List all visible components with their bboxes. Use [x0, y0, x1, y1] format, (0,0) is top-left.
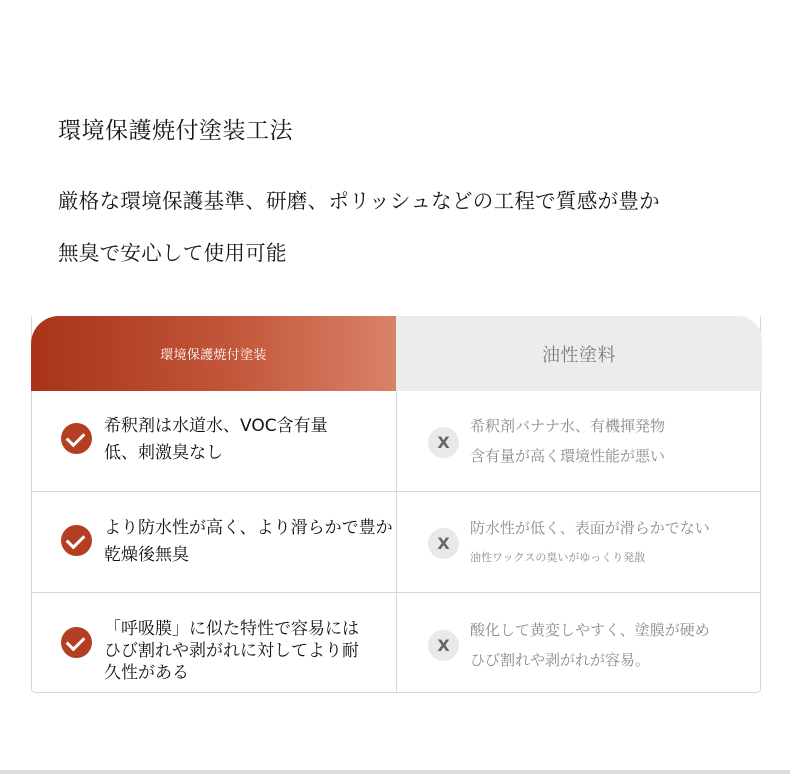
description-line-1: 厳格な環境保護基準、研磨、ポリッシュなどの工程で質感が豊か: [58, 189, 660, 213]
header-oil-paint: 油性塗料: [396, 316, 762, 391]
x-icon: X: [428, 630, 459, 661]
eco-row-3-line-2: ひび割れや剥がれに対してより耐: [104, 641, 359, 661]
eco-row-3-line-1: 「呼吸膜」に似た特性で容易には: [104, 619, 359, 639]
column-divider: [396, 391, 397, 693]
oil-row-1-line-2: 含有量が高く環境性能が悪い: [470, 447, 666, 465]
x-icon: X: [428, 427, 459, 458]
eco-row-2-text: [104, 515, 393, 569]
eco-row-3-line-3: 久性がある: [104, 663, 189, 683]
eco-row-2-line-1: より防水性が高く、より滑らかで豊か: [104, 518, 393, 538]
oil-row-3-line-1: 酸化して黄変しやすく、塗膜が硬め: [470, 621, 710, 639]
comparison-table: [31, 316, 761, 693]
oil-row-3-text: [470, 615, 710, 675]
checkmark-icon: [61, 423, 92, 454]
oil-row-2-line-1: 防水性が低く、表面が滑らかでない: [470, 519, 710, 537]
description-line-2: 無臭で安心して使用可能: [58, 241, 287, 265]
oil-row-2-line-2: 油性ワックスの臭いがゆっくり発散: [470, 551, 646, 564]
oil-row-3-line-2: ひび割れや剥がれが容易。: [470, 651, 651, 669]
oil-row-1-text: [470, 411, 665, 471]
bottom-divider: [0, 770, 790, 774]
x-icon: X: [428, 528, 459, 559]
eco-row-2-line-2: 乾燥後無臭: [104, 545, 189, 565]
eco-row-1-line-1: 希釈剤は水道水、VOC含有量: [104, 416, 328, 436]
eco-row-1-line-2: 低、刺激臭なし: [104, 443, 223, 463]
oil-row-1-line-1: 希釈剤バナナ水、有機揮発物: [470, 417, 666, 435]
oil-row-2-text: [470, 513, 710, 573]
row-divider: [32, 592, 761, 593]
section-title: 環境保護焼付塗装工法: [58, 118, 293, 144]
eco-row-1-text: [104, 413, 328, 467]
row-divider: [32, 491, 761, 492]
header-eco-coating: 環境保護焼付塗装: [31, 316, 396, 391]
checkmark-icon: [61, 525, 92, 556]
checkmark-icon: [61, 627, 92, 658]
eco-row-3-text: [104, 618, 359, 684]
